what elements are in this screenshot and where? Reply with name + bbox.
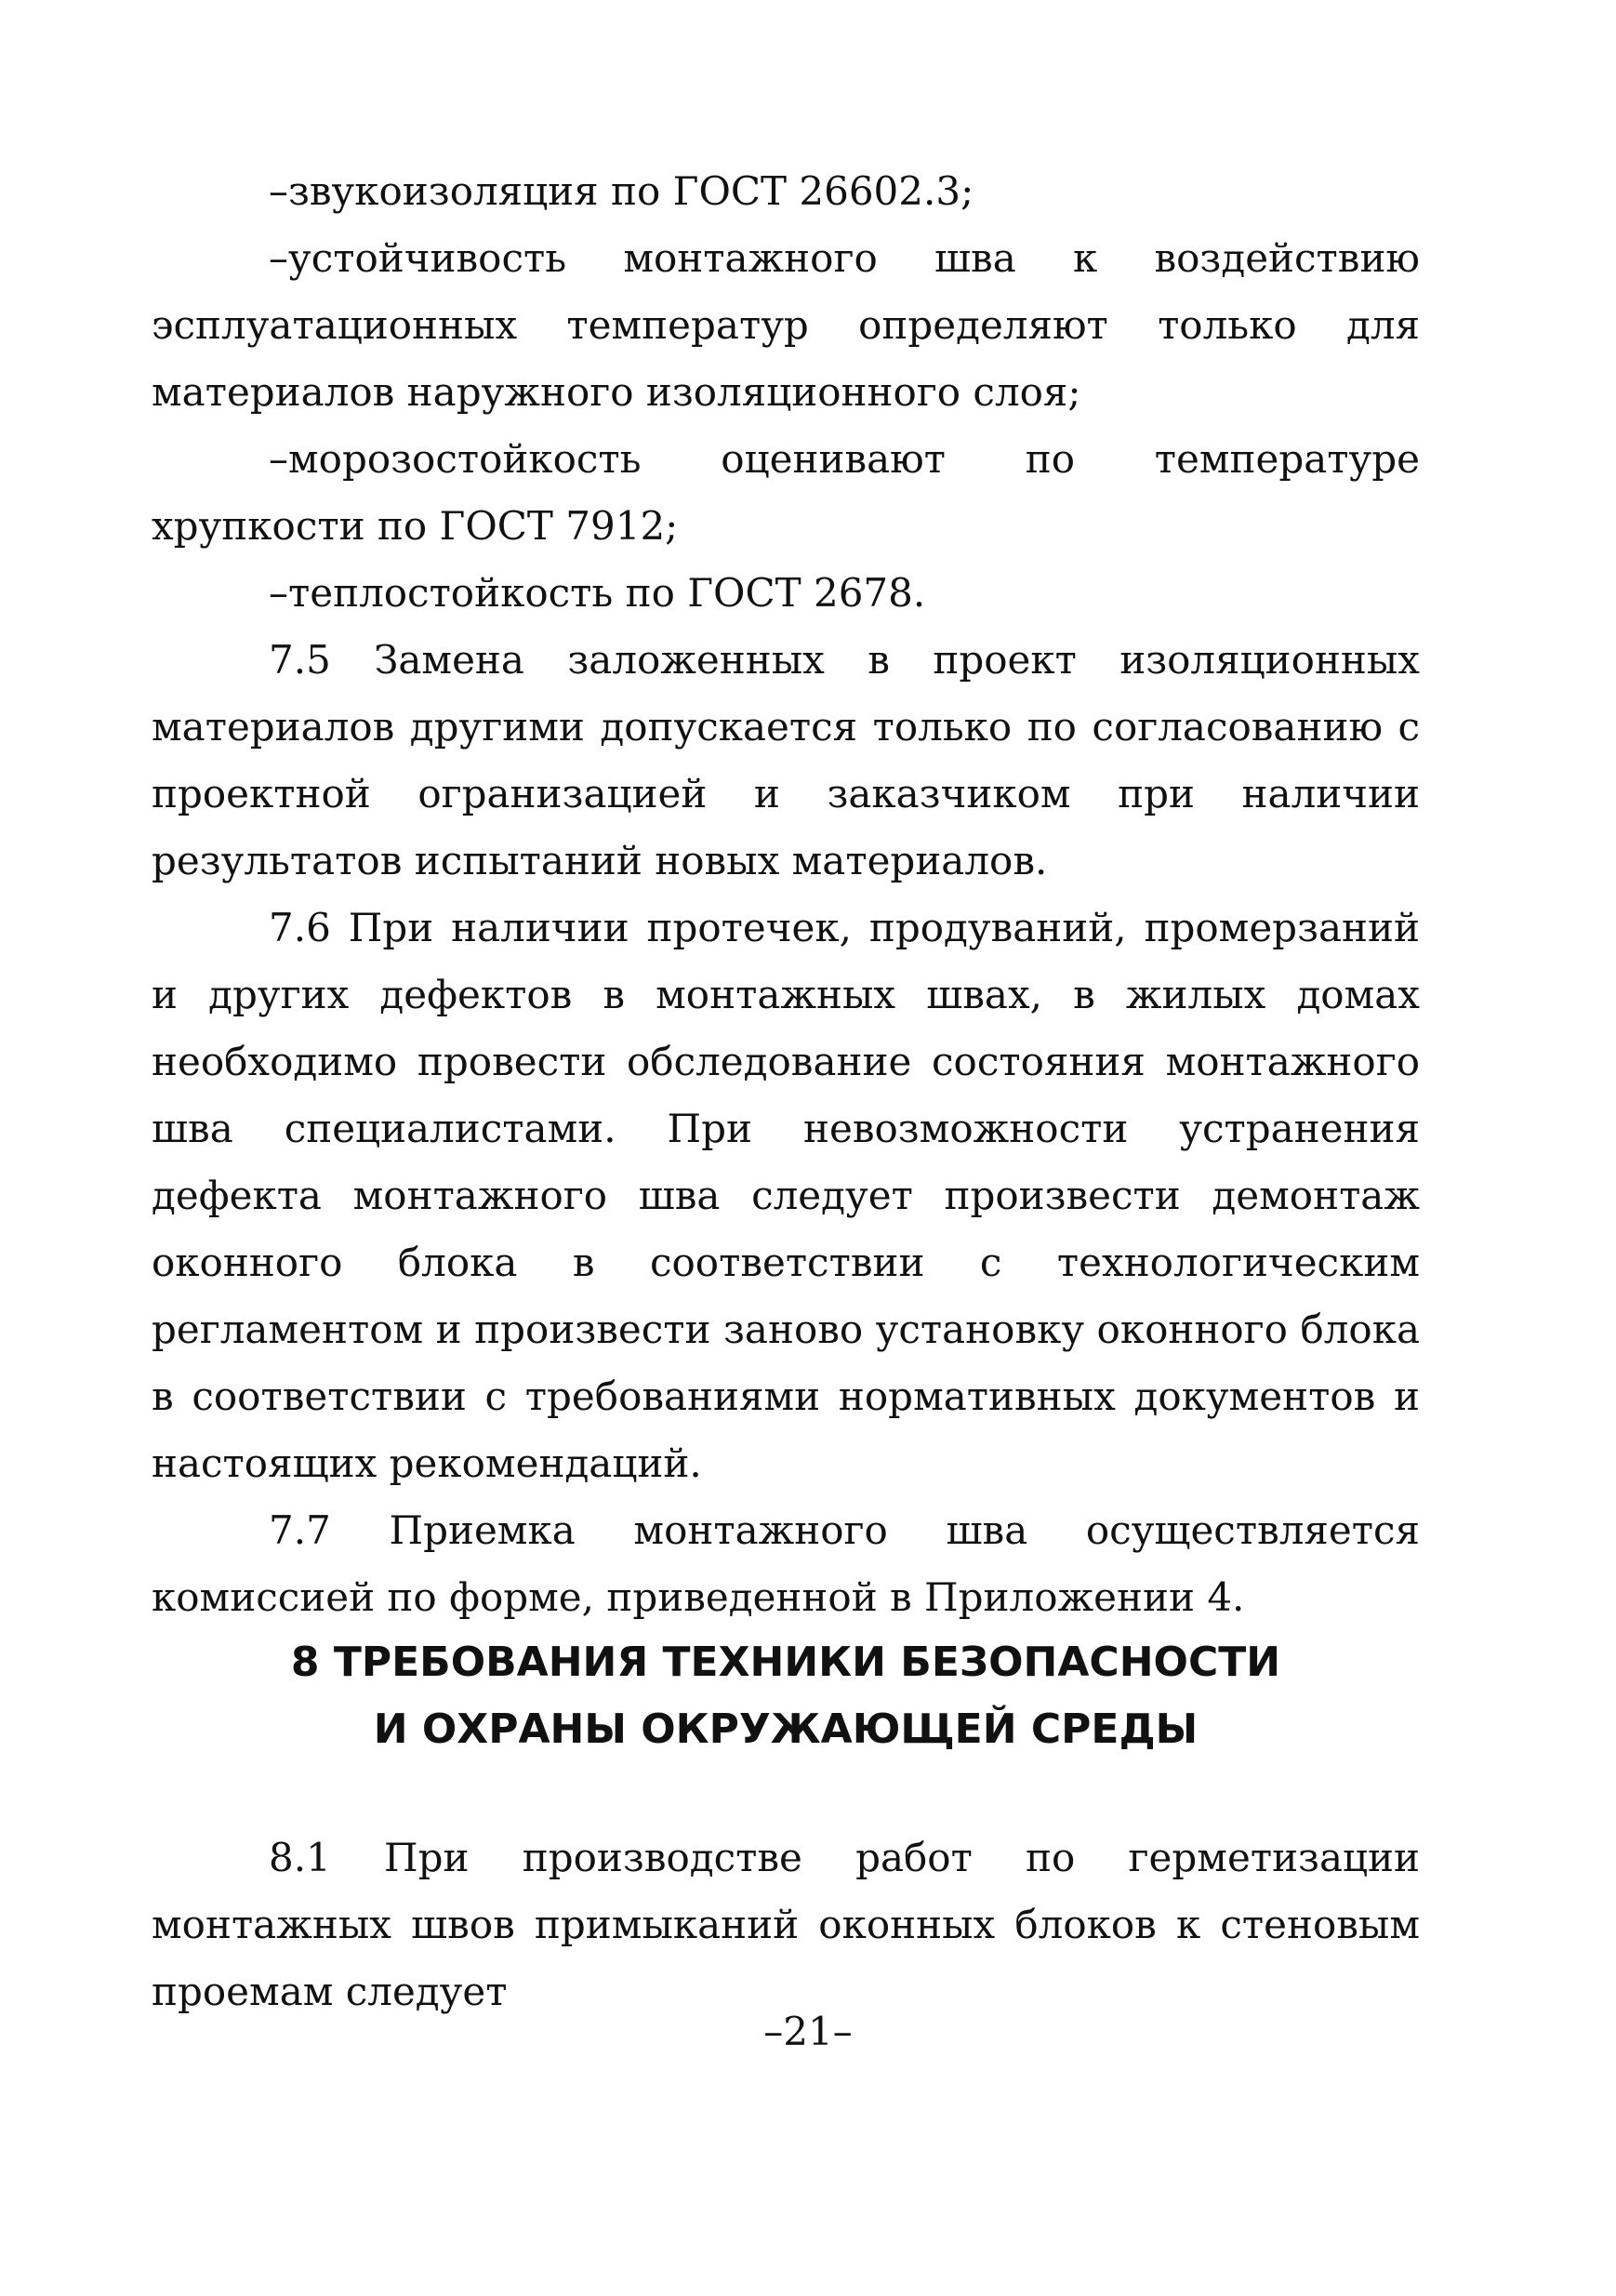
paragraph-7-5: 7.5 Замена заложенных в проект изоляционных материалов другими допускается только по согласованию с проектной огранизацией и заказчиком при наличии результатов испытаний новых материалов. (152, 637, 1420, 883)
paragraph-heat-resistance: –теплостойкость по ГОСТ 2678. (269, 570, 926, 616)
paragraph-seam-temperature-resistance: –устойчивость монтажного шва к воздействию эсплуатационных температур определяют только для материалов наружного изоляционного слоя; (152, 235, 1420, 415)
body-text-bottom (152, 1825, 1420, 2025)
paragraph-sound-insulation: –звукоизоляция по ГОСТ 26602.3; (269, 168, 974, 214)
section-heading (152, 1629, 1420, 1763)
section-heading-line-2: И ОХРАНЫ ОКРУЖАЮЩЕЙ СРЕДЫ (373, 1705, 1199, 1753)
paragraph-7-7: 7.7 Приемка монтажного шва осуществляется комиссией по форме, приведенной в Приложении 4. (152, 1507, 1420, 1620)
page-number: –21– (763, 2009, 853, 2054)
paragraph-frost-resistance: –морозостойкость оценивают по температуре хрупкости по ГОСТ 7912; (152, 436, 1420, 549)
body-text-top (152, 158, 1420, 1631)
paragraph-7-6: 7.6 При наличии протечек, продуваний, промерзаний и других дефектов в монтажных швах, в жилых домах необходимо провести обследование состояния монтажного шва специалистами. При невозможности устранения дефекта монтажного шва следует произвести демонтаж оконного блока в соответствии с технологическим регламентом и произвести заново установку оконного блока в соответствии с требованиями нормативных документов и настоящих рекомендаций. (152, 905, 1420, 1486)
paragraph-8-1: 8.1 При производстве работ по герметизации монтажных швов примыканий оконных блоков к стеновым проемам следует (152, 1835, 1420, 2014)
section-heading-line-1: 8 ТРЕБОВАНИЯ ТЕХНИКИ БЕЗОПАСНОСТИ (290, 1639, 1281, 1686)
